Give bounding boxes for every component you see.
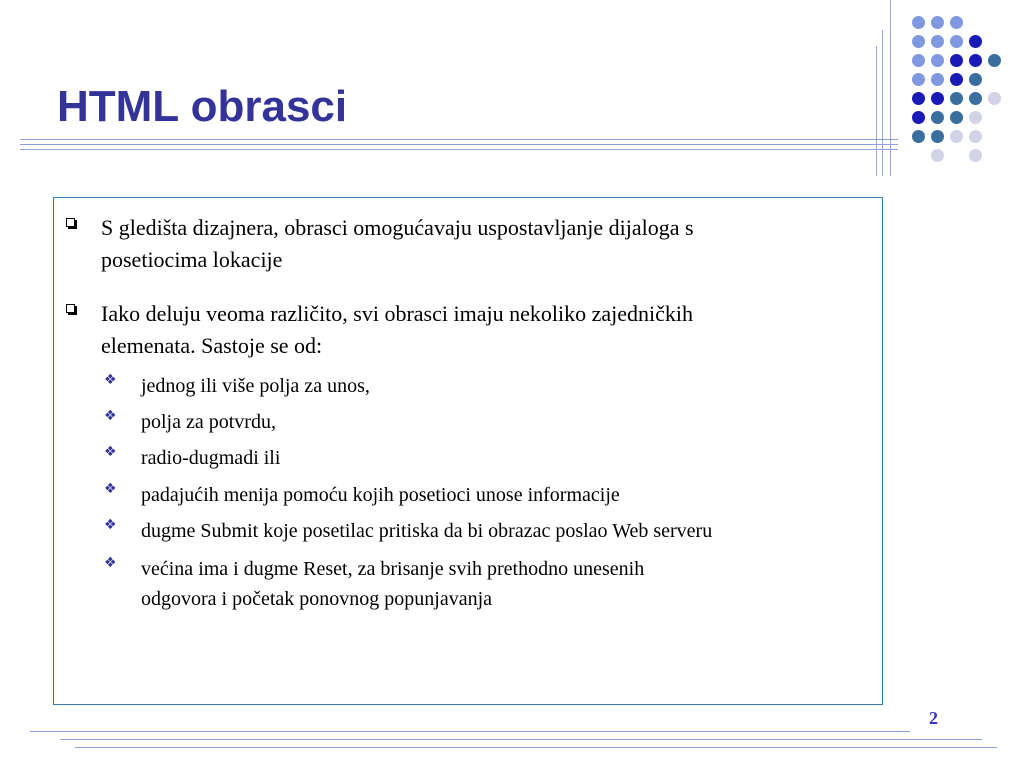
decorative-dot <box>950 54 963 67</box>
decorative-dot <box>931 111 944 124</box>
bullet-line: S gledišta dizajnera, obrasci omogućavaju uspostavljanje dijaloga s <box>101 215 694 240</box>
sub-bullet-text: jednog ili više polja za unos, <box>141 375 370 397</box>
footer-line <box>75 747 997 748</box>
slide-title: HTML obrasci <box>57 82 348 131</box>
decorative-dot <box>912 92 925 105</box>
diamond-bullet-icon: ❖ <box>104 372 117 388</box>
page-number: 2 <box>929 708 938 728</box>
decorative-dot <box>988 54 1001 67</box>
decorative-dot <box>950 35 963 48</box>
diamond-bullet-icon: ❖ <box>104 408 117 424</box>
decorative-dot <box>969 35 982 48</box>
square-bullet-icon <box>66 304 75 313</box>
title-underline <box>20 149 898 150</box>
decorative-dot <box>931 92 944 105</box>
decorative-dot <box>931 54 944 67</box>
decorative-dot <box>912 130 925 143</box>
decorative-dot <box>969 149 982 162</box>
decorative-dot <box>969 111 982 124</box>
diamond-bullet-icon: ❖ <box>104 555 117 571</box>
decorative-dot <box>950 16 963 29</box>
decorative-dot <box>988 92 1001 105</box>
decorative-dot <box>931 73 944 86</box>
sub-bullet-text: dugme Submit koje posetilac pritiska da bi obrazac poslao Web serveru <box>141 520 713 542</box>
footer-line <box>30 731 910 732</box>
decorative-dot <box>950 111 963 124</box>
bullet-line: Iako deluju veoma različito, svi obrasci imaju nekoliko zajedničkih <box>101 301 693 326</box>
decorative-vertical-line <box>876 46 877 176</box>
decorative-dot <box>912 35 925 48</box>
bullet-line: posetiocima lokacije <box>101 247 283 272</box>
bullet-text <box>101 212 881 276</box>
diamond-bullet-icon: ❖ <box>104 444 117 460</box>
decorative-dot <box>912 16 925 29</box>
decorative-vertical-line <box>882 30 883 176</box>
diamond-bullet-icon: ❖ <box>104 517 117 533</box>
sub-bullet-text: padajućih menija pomoću kojih posetioci unose informacije <box>141 484 620 506</box>
sub-bullet-text: polja za potvrdu, <box>141 411 276 433</box>
sub-bullet-line: većina ima i dugme Reset, za brisanje svih prethodno unesenih <box>141 558 645 580</box>
decorative-dot <box>969 92 982 105</box>
decorative-dot <box>950 92 963 105</box>
sub-bullet-text <box>141 554 881 614</box>
decorative-dot <box>969 130 982 143</box>
bullet-text <box>101 298 881 362</box>
decorative-dot <box>912 111 925 124</box>
footer-line <box>60 739 982 740</box>
title-underline <box>20 144 898 145</box>
sub-bullet-text: radio-dugmadi ili <box>141 447 281 469</box>
decorative-dot <box>912 73 925 86</box>
decorative-dot <box>969 73 982 86</box>
decorative-dot <box>912 54 925 67</box>
decorative-dot <box>931 16 944 29</box>
decorative-dot <box>931 35 944 48</box>
decorative-dot <box>931 130 944 143</box>
decorative-dot <box>950 73 963 86</box>
sub-bullet-line: odgovora i početak ponovnog popunjavanja <box>141 588 493 610</box>
decorative-dot <box>931 149 944 162</box>
diamond-bullet-icon: ❖ <box>104 481 117 497</box>
square-bullet-icon <box>66 218 75 227</box>
title-underline <box>20 139 898 140</box>
decorative-dot <box>969 54 982 67</box>
bullet-line: elemenata. Sastoje se od: <box>101 333 323 358</box>
decorative-dot <box>950 130 963 143</box>
